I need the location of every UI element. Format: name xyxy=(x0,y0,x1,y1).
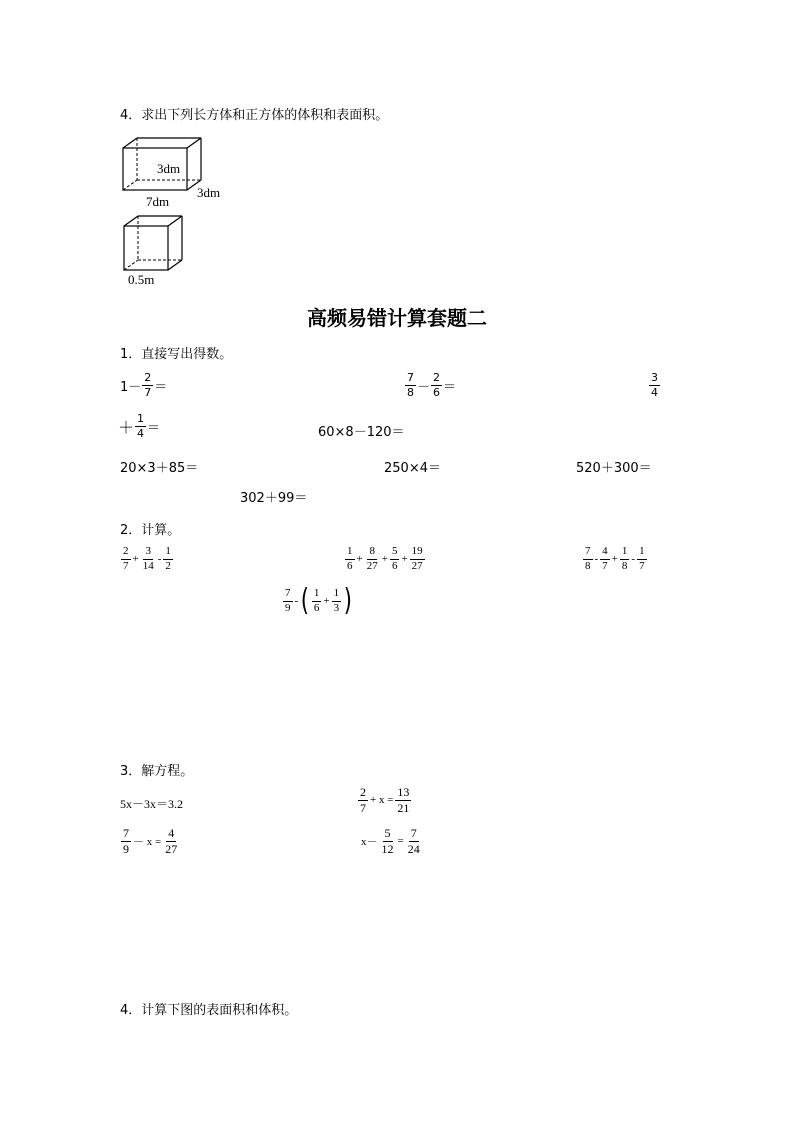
fraction: $\frac{2}{7}$ xyxy=(123,545,129,572)
operator: - xyxy=(631,553,636,566)
fraction: $\frac{7}{24}$ xyxy=(407,826,420,856)
fraction: $\frac{1}{2}$ xyxy=(165,545,171,572)
q3-equation-1: 5x－3x＝3.2 xyxy=(120,797,184,811)
q3-equation-3 xyxy=(120,827,180,855)
q1-expr-1 xyxy=(120,372,167,398)
operator: + xyxy=(132,553,139,566)
equals-sign: ＝ xyxy=(154,379,168,395)
fraction: $\frac{19}{27}$ xyxy=(411,545,423,572)
fraction: $\frac{3}{4}$ xyxy=(651,371,658,399)
equals-sign: ＝ xyxy=(443,379,457,395)
q1-heading: 1．直接写出得数。 xyxy=(120,347,233,362)
q1-expr-3-cont xyxy=(118,413,160,439)
cuboid-figure xyxy=(118,134,233,210)
q1-expr-1-lead: 1－ xyxy=(120,379,142,395)
operator: － xyxy=(417,379,431,395)
q1-expr-5: 20×3＋85＝ xyxy=(120,461,199,476)
q1-expr-3 xyxy=(648,372,661,398)
q2-heading: 2．计算。 xyxy=(120,523,181,538)
q2-calc-2 xyxy=(344,546,426,572)
q1-expr-4: 60×8－120＝ xyxy=(318,425,405,440)
operator: + x = xyxy=(370,794,394,807)
operator: + xyxy=(323,595,330,607)
q2-calc-4 xyxy=(282,583,354,618)
cuboid-height-label: 3dm xyxy=(157,161,181,176)
fraction: $\frac{1}{8}$ xyxy=(621,545,628,572)
fraction: $\frac{5}{6}$ xyxy=(391,545,398,572)
operator: - xyxy=(294,595,299,607)
fraction: $\frac{13}{21}$ xyxy=(397,785,410,815)
fraction: $\frac{2}{6}$ xyxy=(433,371,441,399)
fraction: $\frac{2}{7}$ xyxy=(360,785,366,815)
operator: ＋ xyxy=(118,417,135,437)
fraction: $\frac{1}{4}$ xyxy=(137,412,145,440)
q1-expr-2 xyxy=(404,372,456,398)
fraction: $\frac{7}{9}$ xyxy=(285,586,291,614)
page-title: 高频易错计算套题二 xyxy=(307,306,487,330)
right-paren: ) xyxy=(343,583,353,618)
operator: + xyxy=(381,553,388,566)
operator: + xyxy=(356,553,363,566)
cube-figure xyxy=(118,212,198,288)
fraction: $\frac{8}{27}$ xyxy=(366,545,378,572)
q3-equation-2 xyxy=(357,786,412,814)
fraction: $\frac{7}{9}$ xyxy=(123,826,129,856)
fraction: $\frac{3}{14}$ xyxy=(142,545,154,572)
fraction: $\frac{5}{12}$ xyxy=(381,826,394,856)
q3-equation-4 xyxy=(360,827,423,855)
q3-heading: 3．解方程。 xyxy=(120,764,194,779)
fraction: $\frac{4}{27}$ xyxy=(165,826,178,856)
fraction: $\frac{1}{6}$ xyxy=(313,586,320,614)
q4-top-heading: 4．求出下列长方体和正方体的体积和表面积。 xyxy=(120,108,389,123)
q2-calc-1 xyxy=(120,546,174,572)
q1-expr-8: 302＋99＝ xyxy=(240,491,308,506)
cube-edge-label: 0.5m xyxy=(128,272,155,287)
fraction: $\frac{7}{8}$ xyxy=(407,371,414,399)
fraction: $\frac{4}{7}$ xyxy=(602,545,608,572)
operator: + xyxy=(611,553,618,566)
operator: - xyxy=(157,553,162,566)
q1-expr-7: 520＋300＝ xyxy=(576,461,652,476)
q2-calc-3 xyxy=(582,546,648,572)
operator: x－ xyxy=(361,836,378,849)
fraction: $\frac{1}{6}$ xyxy=(347,545,353,572)
equals-sign: ＝ xyxy=(147,420,161,436)
operator: + xyxy=(401,553,408,566)
left-paren: ( xyxy=(300,583,310,618)
operator: = xyxy=(397,835,404,848)
fraction: $\frac{1}{7}$ xyxy=(639,545,645,572)
operator: － x = xyxy=(133,836,162,849)
cuboid-depth-label: 3dm xyxy=(197,185,221,200)
operator: - xyxy=(594,553,599,566)
q4-bottom-heading: 4．计算下图的表面积和体积。 xyxy=(120,1003,298,1018)
q1-expr-6: 250×4＝ xyxy=(384,461,441,476)
fraction: $\frac{2}{7}$ xyxy=(144,371,152,399)
fraction: $\frac{7}{8}$ xyxy=(585,545,591,572)
fraction: $\frac{1}{3}$ xyxy=(333,586,340,614)
cuboid-length-label: 7dm xyxy=(146,194,170,209)
